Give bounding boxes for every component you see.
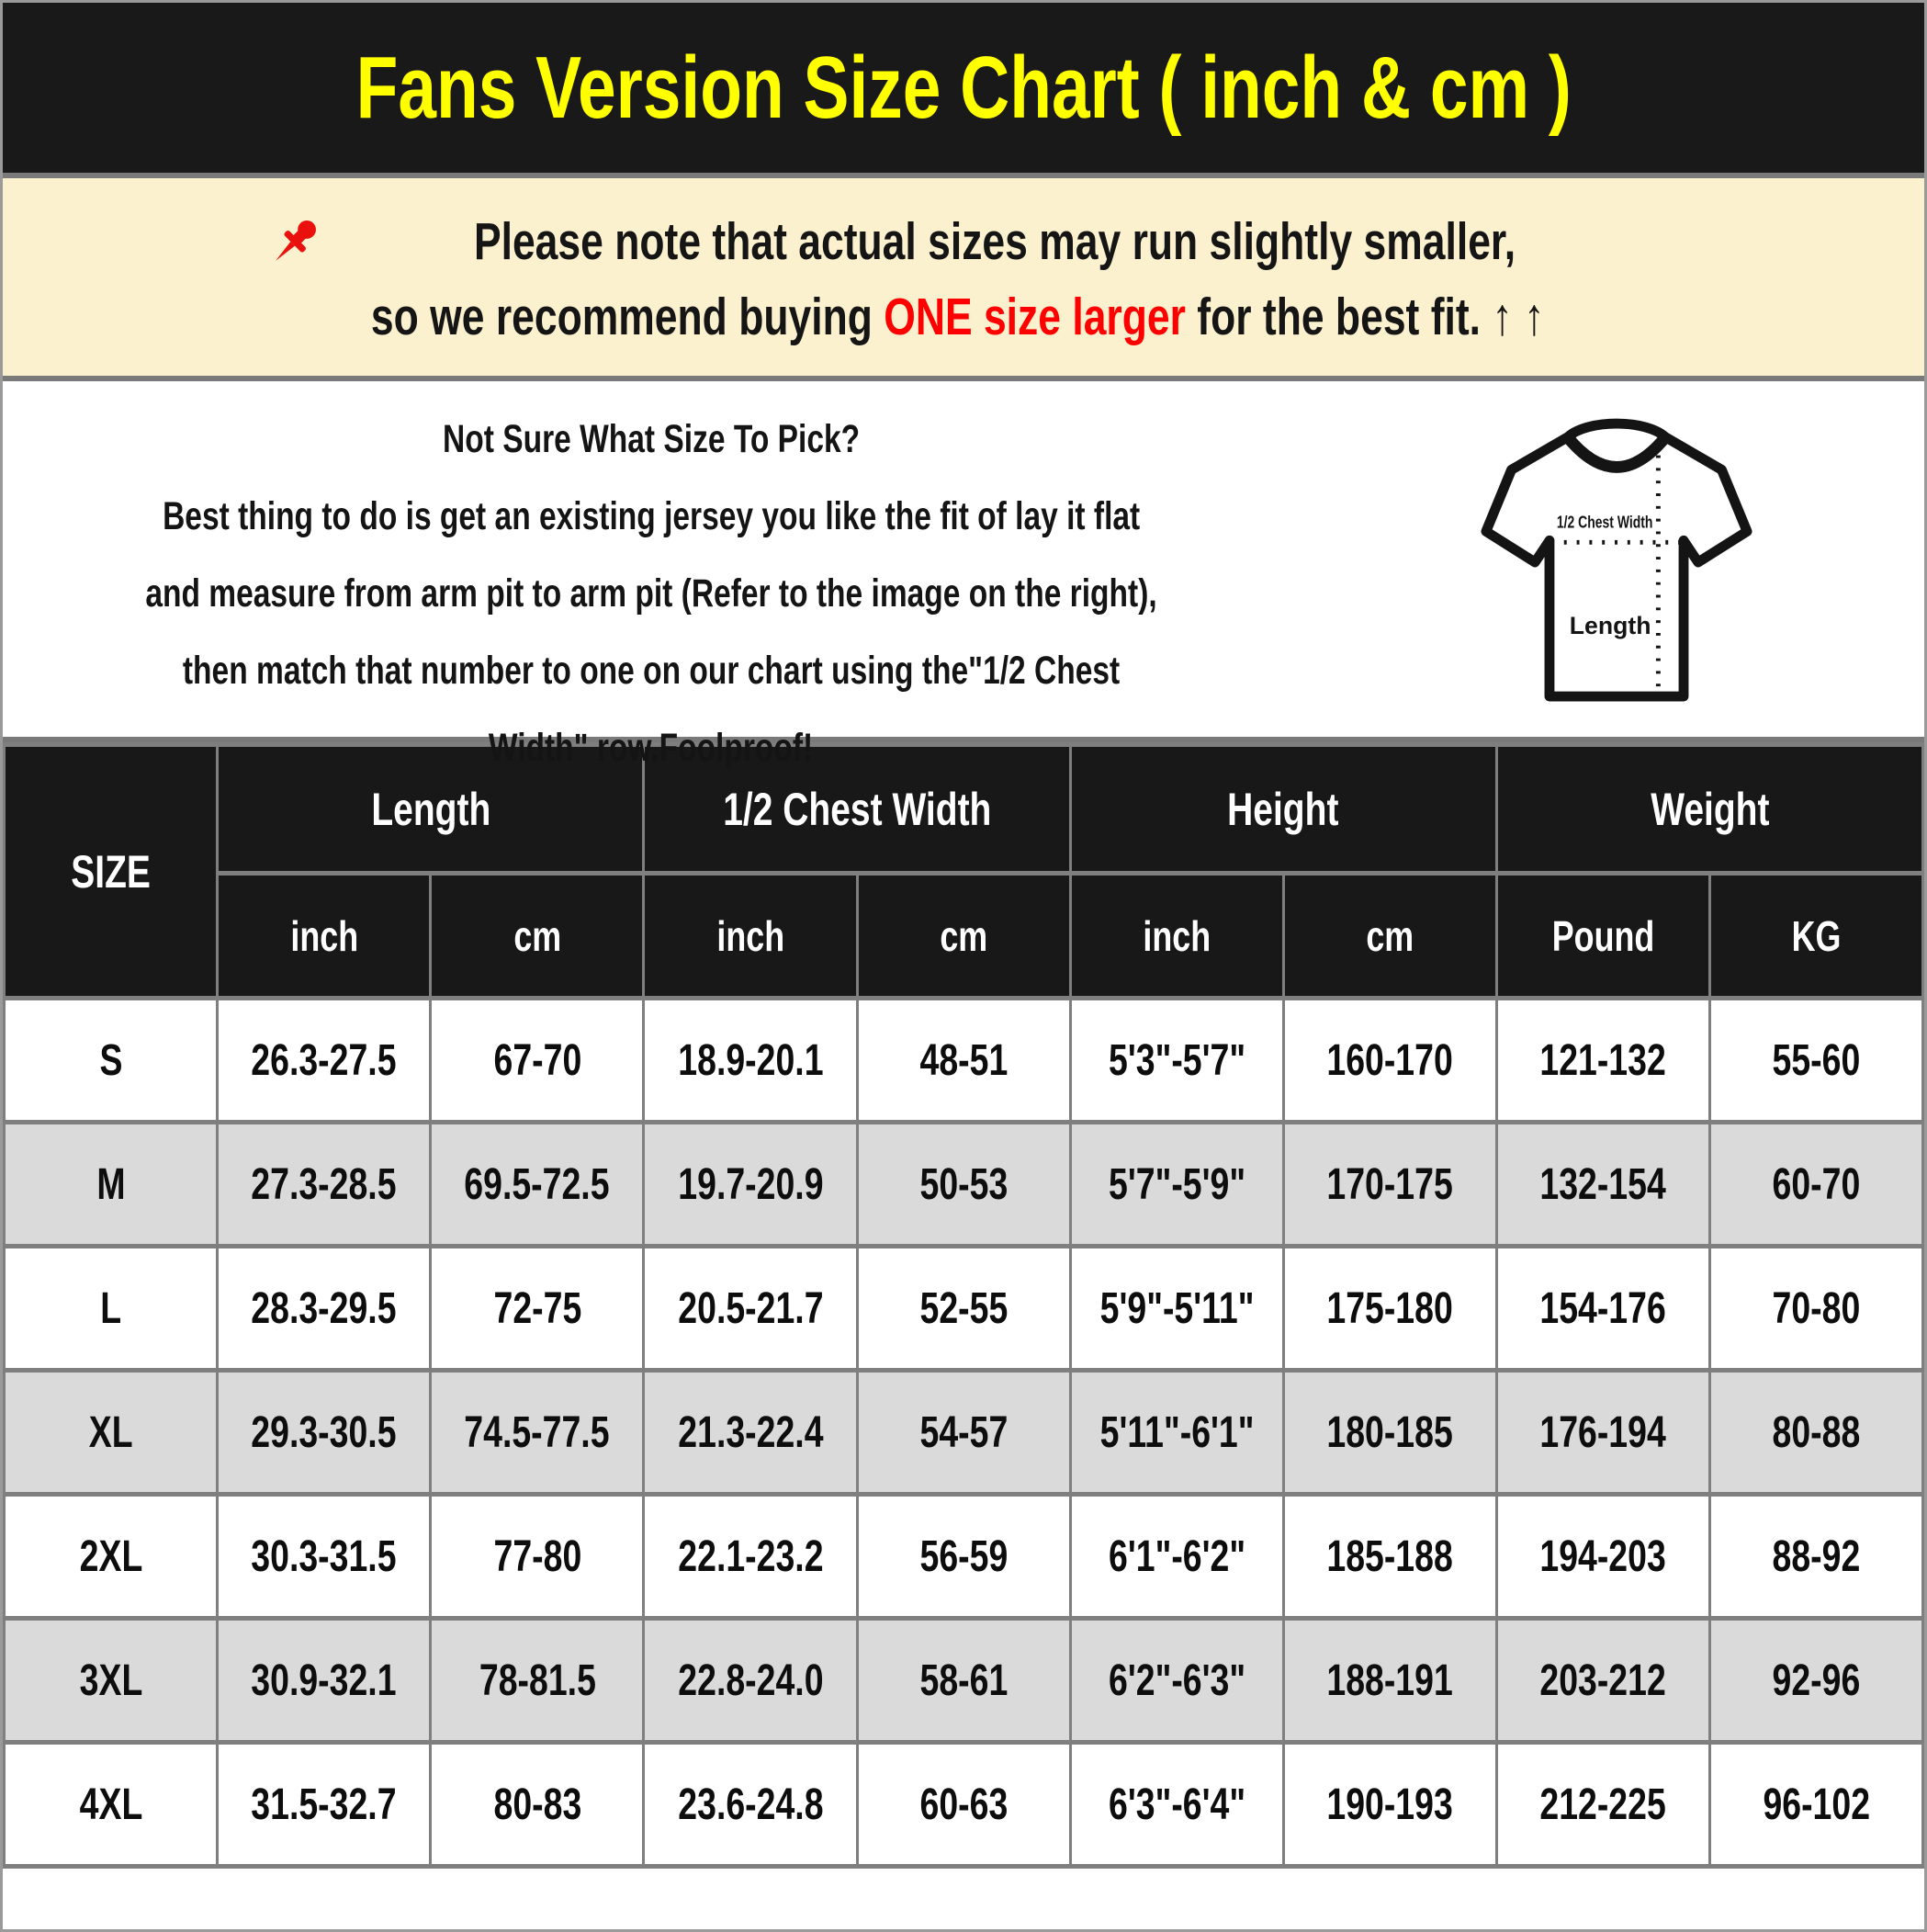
size-table [3, 742, 1924, 1869]
table-cell: 6'1"-6'2" [1070, 1495, 1283, 1619]
subheader-height-cm: cm [1283, 874, 1496, 999]
table-cell: 27.3-28.5 [218, 1123, 431, 1247]
table-cell: 18.9-20.1 [644, 999, 857, 1123]
table-cell: 56-59 [857, 1495, 1070, 1619]
table-cell: 78-81.5 [431, 1619, 644, 1743]
subheader-chest-inch: inch [644, 874, 857, 999]
table-cell: 21.3-22.4 [644, 1371, 857, 1495]
sizing-guide-section [3, 381, 1924, 770]
notice-banner [3, 178, 1924, 381]
table-cell: 22.8-24.0 [644, 1619, 857, 1743]
size-cell: L [5, 1247, 218, 1371]
table-cell: 80-83 [431, 1743, 644, 1867]
header-chest-width-group: 1/2 Chest Width [644, 745, 1070, 874]
header-weight-group: Weight [1496, 745, 1922, 874]
table-cell: 70-80 [1709, 1247, 1922, 1371]
table-cell: 67-70 [431, 999, 644, 1123]
table-cell: 160-170 [1283, 999, 1496, 1123]
subheader-height-inch: inch [1070, 874, 1283, 999]
table-cell: 60-63 [857, 1743, 1070, 1867]
table-cell: 88-92 [1709, 1495, 1922, 1619]
header-length-group: Length [218, 745, 644, 874]
subheader-chest-cm: cm [857, 874, 1070, 999]
table-cell: 26.3-27.5 [218, 999, 431, 1123]
size-cell: S [5, 999, 218, 1123]
table-cell: 48-51 [857, 999, 1070, 1123]
title-bar [3, 3, 1924, 178]
table-cell: 5'11"-6'1" [1070, 1371, 1283, 1495]
page-title: Fans Version Size Chart ( inch & cm ) [355, 38, 1572, 137]
notice-text-2-prefix: so we recommend buying [371, 287, 885, 346]
length-label: Length [1569, 611, 1651, 639]
table-cell: 22.1-23.2 [644, 1495, 857, 1619]
up-arrows: ↑↑ [1492, 287, 1556, 346]
table-cell: 72-75 [431, 1247, 644, 1371]
guide-line: and measure from arm pit to arm pit (Refer to the image on the right), [145, 571, 1157, 616]
size-cell: 4XL [5, 1743, 218, 1867]
table-row-2xl [5, 1495, 1923, 1619]
tshirt-icon [1481, 413, 1752, 713]
table-cell: 154-176 [1496, 1247, 1709, 1371]
table-cell: 121-132 [1496, 999, 1709, 1123]
guide-line: then match that number to one on our chart using the"1/2 Chest [182, 649, 1121, 693]
tshirt-measurement-diagram [1300, 381, 1927, 737]
table-row-xl [5, 1371, 1923, 1495]
subheader-weight-pound: Pound [1496, 874, 1709, 999]
chest-width-label: 1/2 Chest Width [1556, 512, 1653, 532]
notice-line-1 [265, 211, 1662, 272]
table-cell: 5'7"-5'9" [1070, 1123, 1283, 1247]
sizing-guide-text [3, 381, 1300, 791]
header-height-group: Height [1070, 745, 1496, 874]
table-row-3xl [5, 1619, 1923, 1743]
table-cell: 60-70 [1709, 1123, 1922, 1247]
table-cell: 185-188 [1283, 1495, 1496, 1619]
table-cell: 30.3-31.5 [218, 1495, 431, 1619]
header-size: SIZE [5, 745, 218, 999]
table-cell: 69.5-72.5 [431, 1123, 644, 1247]
table-cell: 132-154 [1496, 1123, 1709, 1247]
table-cell: 52-55 [857, 1247, 1070, 1371]
table-cell: 96-102 [1709, 1743, 1922, 1867]
table-row-s [5, 999, 1923, 1123]
table-cell: 5'9"-5'11" [1070, 1247, 1283, 1371]
table-cell: 30.9-32.1 [218, 1619, 431, 1743]
size-cell: 2XL [5, 1495, 218, 1619]
table-cell: 188-191 [1283, 1619, 1496, 1743]
pushpin-icon [265, 211, 325, 272]
guide-heading: Not Sure What Size To Pick? [442, 417, 861, 461]
notice-text-2-suffix: for the best fit. [1185, 287, 1482, 346]
table-cell: 194-203 [1496, 1495, 1709, 1619]
table-cell: 77-80 [431, 1495, 644, 1619]
table-cell: 55-60 [1709, 999, 1922, 1123]
notice-text-2 [371, 287, 1556, 347]
table-cell: 19.7-20.9 [644, 1123, 857, 1247]
notice-line-2 [204, 287, 1723, 347]
table-cell: 203-212 [1496, 1619, 1709, 1743]
subheader-length-cm: cm [431, 874, 644, 999]
table-cell: 176-194 [1496, 1371, 1709, 1495]
table-cell: 212-225 [1496, 1743, 1709, 1867]
table-subheader-row [5, 874, 1923, 999]
table-cell: 180-185 [1283, 1371, 1496, 1495]
table-cell: 5'3"-5'7" [1070, 999, 1283, 1123]
size-cell: 3XL [5, 1619, 218, 1743]
table-cell: 20.5-21.7 [644, 1247, 857, 1371]
notice-text-1: Please note that actual sizes may run slightly smaller, [473, 211, 1516, 271]
table-cell: 6'3"-6'4" [1070, 1743, 1283, 1867]
table-cell: 29.3-30.5 [218, 1371, 431, 1495]
size-cell: M [5, 1123, 218, 1247]
guide-line: Width" row.Foolproof! [489, 726, 814, 770]
table-cell: 170-175 [1283, 1123, 1496, 1247]
table-cell: 80-88 [1709, 1371, 1922, 1495]
table-row-m [5, 1123, 1923, 1247]
one-size-larger-highlight: ONE size larger [884, 287, 1186, 346]
guide-line: Best thing to do is get an existing jersey you like the fit of lay it flat [162, 494, 1141, 538]
table-cell: 28.3-29.5 [218, 1247, 431, 1371]
table-cell: 31.5-32.7 [218, 1743, 431, 1867]
table-cell: 58-61 [857, 1619, 1070, 1743]
table-cell: 6'2"-6'3" [1070, 1619, 1283, 1743]
table-cell: 54-57 [857, 1371, 1070, 1495]
table-cell: 50-53 [857, 1123, 1070, 1247]
table-cell: 74.5-77.5 [431, 1371, 644, 1495]
subheader-weight-kg: KG [1709, 874, 1922, 999]
subheader-length-inch: inch [218, 874, 431, 999]
table-cell: 175-180 [1283, 1247, 1496, 1371]
table-row-l [5, 1247, 1923, 1371]
table-cell: 23.6-24.8 [644, 1743, 857, 1867]
size-cell: XL [5, 1371, 218, 1495]
table-cell: 92-96 [1709, 1619, 1922, 1743]
table-cell: 190-193 [1283, 1743, 1496, 1867]
table-row-4xl [5, 1743, 1923, 1867]
